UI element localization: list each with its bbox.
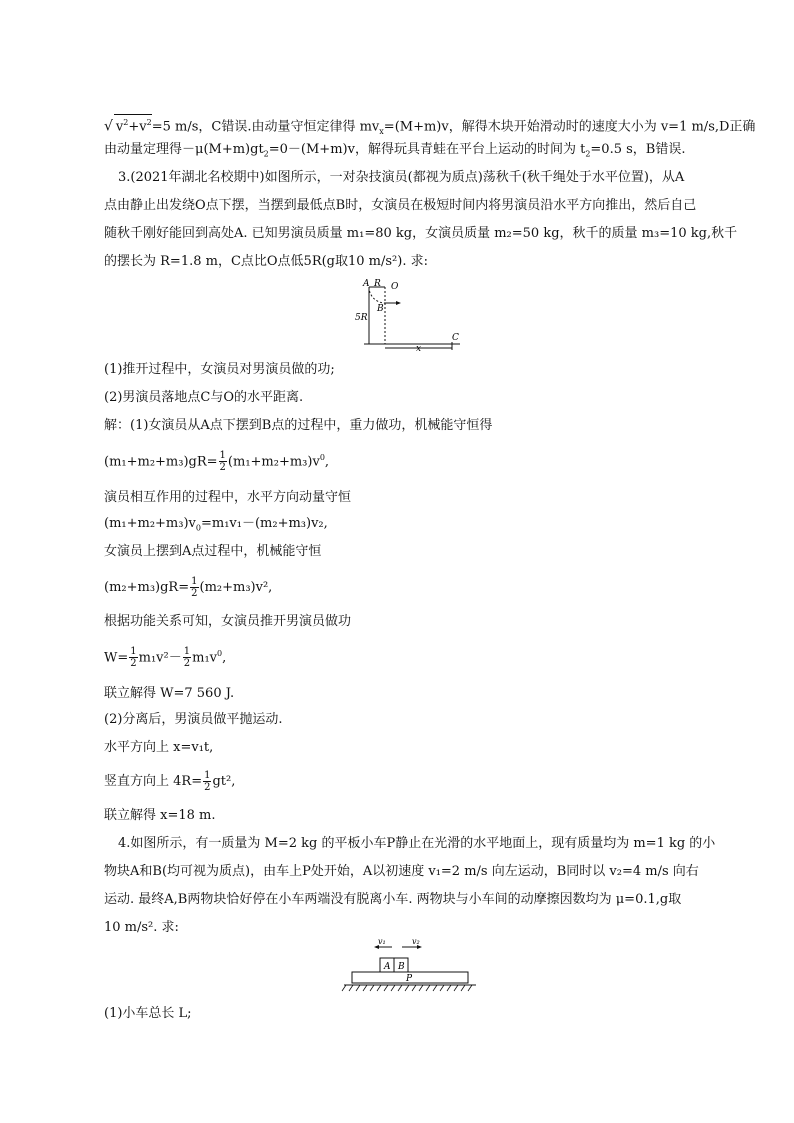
label-a: A — [384, 962, 391, 972]
fraction-half: $\frac{1}{2}$ — [191, 576, 198, 599]
q3-line-1: 3.(2021年湖北名校期中)如图所示，一对杂技演员(都视为质点)荡秋千(秋千绳处于水平位置)，从A — [118, 170, 685, 185]
label-a: A — [363, 279, 370, 289]
q3-ask-2: (2)男演员落地点C与O的水平距离. — [104, 390, 304, 405]
swing-diagram — [352, 276, 468, 352]
eq-energy-up: (m₂+m₃)gR= $\frac{1}{2}$ (m₂+m₃)v², — [104, 576, 273, 599]
q4-line-2: 物块A和B(均可视为质点)，由车上P处开始，A以初速度 v₁=2 m/s 向左运动，B同时以 v₂=4 m/s 向右 — [104, 864, 699, 879]
sqrt-sign: √ — [104, 118, 113, 135]
label-x: x — [416, 344, 422, 352]
fraction-half: $\frac{1}{2}$ — [219, 450, 226, 474]
q4-line-3: 运动. 最终A,B两物块恰好停在小车两端没有脱离小车. 两物块与小车间的动摩擦因数均为 μ=0.1,g取 — [104, 892, 682, 907]
solution-line-impulse: 由动量定理得$-\mu(M+m)gt_2=0-(M+m)v$，解得玩具青蛙在平台上运动的时间为 $t_2=0.5$ s，B错误. — [104, 142, 686, 159]
q3-line-2: 点由静止出发绕O点下摆，当摆到最低点B时，女演员在极短时间内将男演员沿水平方向推出，然后自己 — [104, 198, 697, 213]
arrow-head — [396, 301, 401, 305]
sqrt-radicand: $v^2+v^2$ — [114, 114, 152, 135]
label-b: B — [398, 962, 405, 972]
sol-line-3: 女演员上摆到A点过程中，机械能守恒 — [104, 544, 322, 559]
q3-ask-1: (1)推开过程中，女演员对男演员做的功; — [104, 362, 335, 377]
sol-line-6: (2)分离后，男演员做平抛运动. — [104, 712, 283, 727]
ground-hatch — [342, 985, 472, 991]
fraction-half: $\frac{1}{2}$ — [204, 770, 211, 793]
eq-vertical: 竖直方向上 4R= $\frac{1}{2}$ gt², — [104, 770, 236, 793]
cart-diagram — [340, 938, 480, 996]
swing-arc — [369, 287, 385, 303]
label-r: R — [374, 279, 381, 289]
q4-line-4: 10 m/s². 求: — [104, 920, 179, 935]
sol-line-8: 联立解得 x=18 m. — [104, 808, 216, 823]
label-v1: v₁ — [378, 938, 386, 946]
sol-line-7: 水平方向上 x=v₁t, — [104, 740, 214, 755]
eq-momentum: $(m_1+m_2+m_3)v_0=m_1v_1-(m_2+m_3)v_2$, — [104, 516, 328, 533]
eq-work: W= $\frac{1}{2}$ m₁v²－ $\frac{1}{2}$ $m_1v^0$, — [104, 646, 227, 670]
q3-line-4: 的摆长为 R=1.8 m，C点比O点低5R(g取10 m/s²). 求: — [104, 254, 428, 269]
label-5r: 5R — [355, 313, 368, 323]
sol-line-1: 解：(1)女演员从A点下摆到B点的过程中，重力做功，机械能守恒得 — [104, 418, 493, 433]
q4-ask-1: (1)小车总长 L; — [104, 1006, 192, 1021]
fraction-half: $\frac{1}{2}$ — [183, 646, 191, 670]
q4-line-1: 4.如图所示，有一质量为 M=2 kg 的平板小车P静止在光滑的水平地面上，现有质量均为 m=1 kg 的小 — [118, 836, 716, 851]
label-p: P — [406, 974, 413, 984]
sol-line-4: 根据功能关系可知，女演员推开男演员做功 — [104, 614, 352, 629]
fraction-half: $\frac{1}{2}$ — [130, 646, 137, 670]
label-c: C — [452, 333, 459, 343]
label-b: B — [377, 304, 384, 314]
label-v2: v₂ — [412, 938, 420, 946]
label-o: O — [391, 282, 399, 292]
sol-line-5: 联立解得 W=7 560 J. — [104, 686, 235, 701]
solution-line-speed: √ $v^2+v^2=5$ m/s，C错误.由动量守恒定律得 $mv_x=(M+m)v$，解得木块开始滑动时的速度大小为 v=1 m/s,D正确 — [104, 114, 755, 140]
sol-line-2: 演员相互作用的过程中，水平方向动量守恒 — [104, 490, 352, 505]
q3-line-3: 随秋千刚好能回到高处A. 已知男演员质量 m₁=80 kg，女演员质量 m₂=50 kg，秋千的质量 m₃=10 kg,秋千 — [104, 226, 738, 241]
eq-energy-down: (m₁+m₂+m₃)gR= $\frac{1}{2}$ $(m_1+m_2+m_3)v^0$, — [104, 450, 330, 474]
